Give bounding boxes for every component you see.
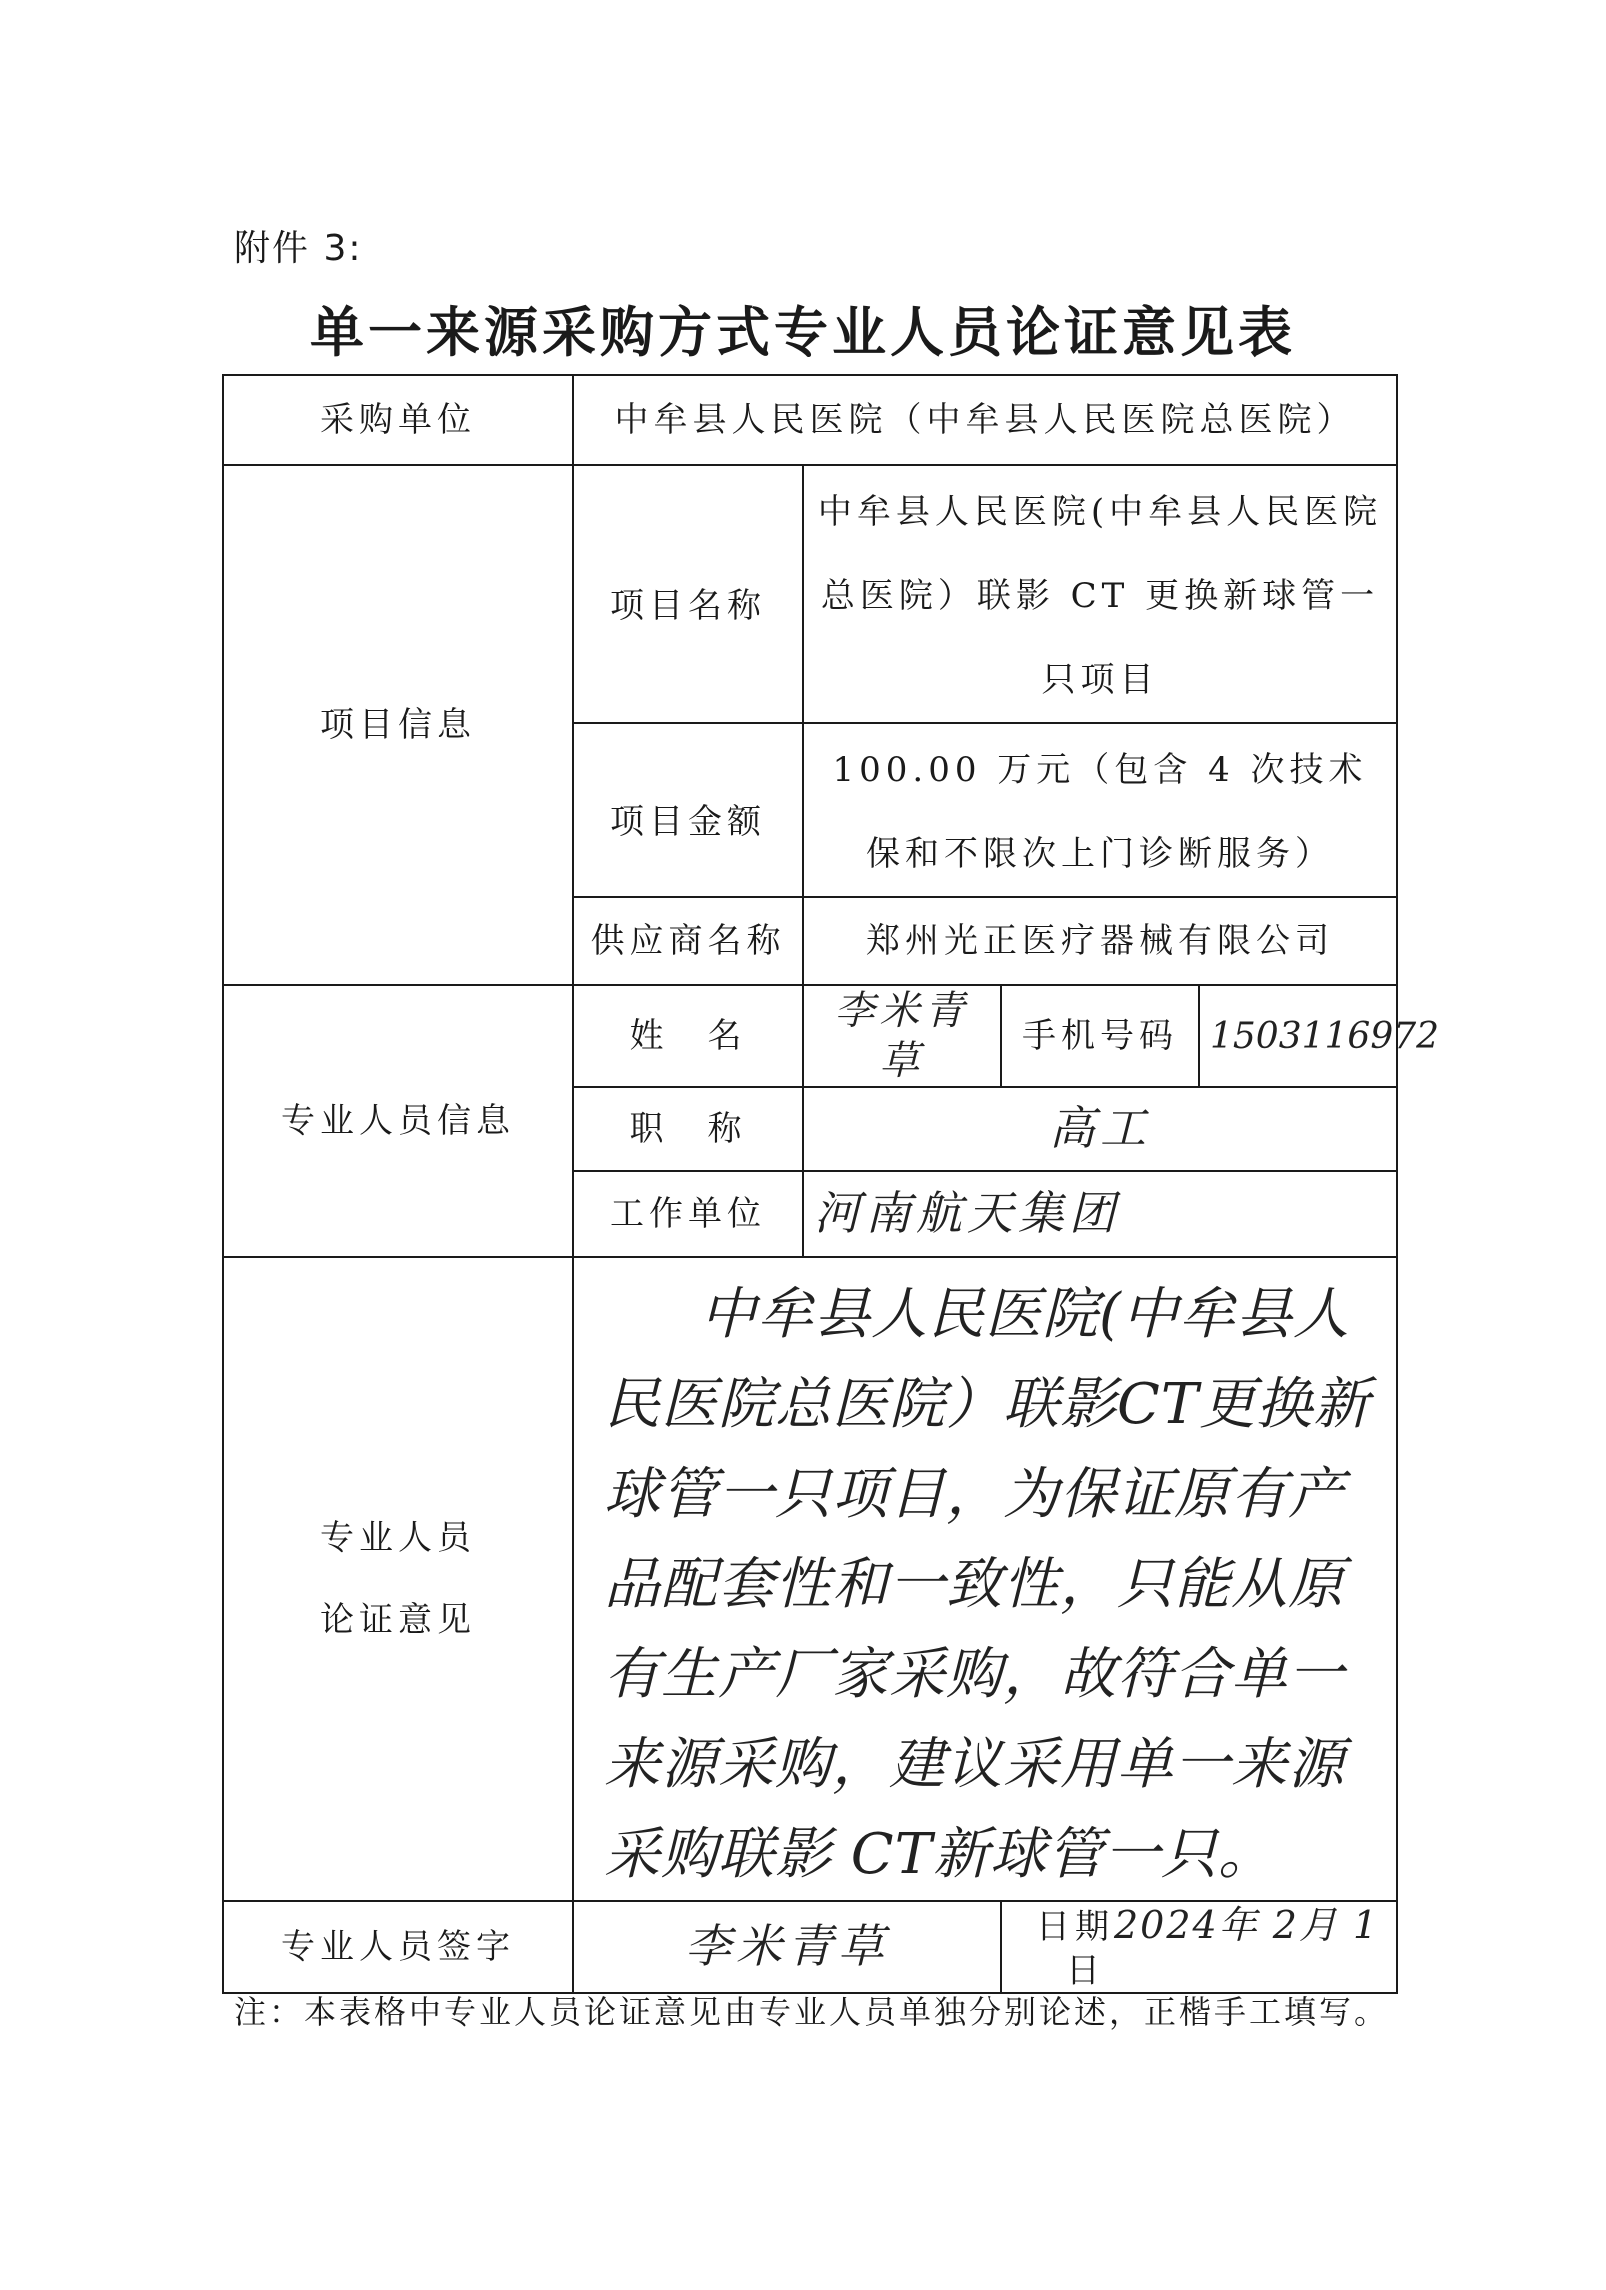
name-value-handwritten: 李米青草 [803,985,1001,1087]
opinion-label-line1: 专业人员 [320,1517,476,1558]
opinion-value-handwritten [573,1257,1397,1901]
project-name-label: 项目名称 [573,465,803,723]
date-prefix: 日期 [1036,1907,1114,1947]
supplier-value: 郑州光正医疗器械有限公司 [803,897,1397,985]
expert-info-label: 专业人员信息 [223,985,573,1257]
project-info-label: 项目信息 [223,465,573,985]
page-title: 单一来源采购方式专业人员论证意见表 [310,301,1296,364]
workplace-label: 工作单位 [573,1171,803,1257]
phone-value-handwritten: 1503116972 [1199,985,1397,1087]
project-amount-label: 项目金额 [573,723,803,897]
purchaser-value: 中牟县人民医院（中牟县人民医院总医院） [573,375,1397,465]
workplace-value-handwritten: 河南航天集团 [803,1171,1397,1257]
project-name-value: 中牟县人民医院(中牟县人民医院总医院）联影 CT 更换新球管一只项目 [803,465,1397,723]
opinion-label [223,1257,573,1901]
job-title-label: 职 称 [573,1087,803,1171]
supplier-label: 供应商名称 [573,897,803,985]
attachment-label: 附件 3: [234,228,363,269]
project-amount-value: 100.00 万元（包含 4 次技术保和不限次上门诊断服务） [803,723,1397,897]
signature-label: 专业人员签字 [223,1901,573,1993]
name-label: 姓 名 [573,985,803,1087]
phone-label: 手机号码 [1001,985,1199,1087]
opinion-form-table [222,374,1440,1994]
opinion-text: 中牟县人民医院(中牟县人民医院总医院）联影CT更换新球管一只项目，为保证原有产品配套性和一致性，只能从原有生产厂家采购，故符合单一来源采购，建议采用单一来源采购联影 CT新球管一只。 [604,1282,1371,1887]
opinion-label-line2: 论证意见 [320,1600,476,1640]
footnote: 注：本表格中专业人员论证意见由专业人员单独分别论述，正楷手工填写。 [234,1993,1390,2031]
signature-value-handwritten: 李米青草 [573,1901,1001,1993]
job-title-value-handwritten: 高工 [803,1087,1397,1171]
purchaser-label: 采购单位 [223,375,573,465]
date-value-handwritten: 2024年 2月 1 [1114,1903,1380,1947]
date-suffix: 日 [1066,1950,1105,1991]
